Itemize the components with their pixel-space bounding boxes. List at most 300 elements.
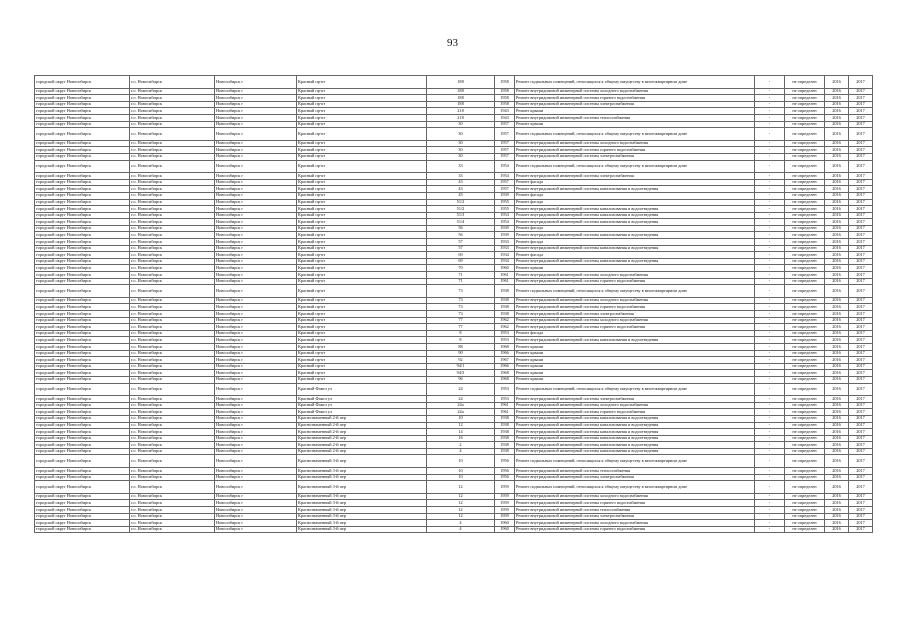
end-year-cell: 2017	[849, 114, 873, 121]
table-row	[35, 160, 873, 173]
end-year-cell: 2017	[849, 95, 873, 102]
dash-cell: -	[755, 252, 785, 259]
status-cell: не определен	[785, 343, 825, 350]
year-built-cell: 1960	[495, 526, 515, 533]
municipality-cell: городской округ Новосибирск	[35, 409, 130, 416]
house-number-cell: 12	[427, 493, 495, 500]
year-built-cell: 1959	[495, 500, 515, 507]
district-cell: г.о. Новосибирск	[130, 252, 215, 259]
start-year-cell: 2016	[825, 108, 849, 115]
year-built-cell: 1938	[495, 304, 515, 311]
table-row	[35, 199, 873, 206]
year-built-cell: 1938	[495, 415, 515, 422]
municipality-cell: городской округ Новосибирск	[35, 108, 130, 115]
start-year-cell: 2016	[825, 507, 849, 514]
locality-cell: Новосибирск г	[215, 396, 297, 403]
locality-cell: Новосибирск г	[215, 507, 297, 514]
street-cell: Красный пр-кт	[297, 186, 427, 193]
house-number-cell: 51/4	[427, 219, 495, 226]
municipality-cell: городской округ Новосибирск	[35, 442, 130, 449]
house-number-cell: 88	[427, 343, 495, 350]
status-cell: не определен	[785, 409, 825, 416]
street-cell: Красный пр-кт	[297, 108, 427, 115]
table-row	[35, 448, 873, 455]
start-year-cell: 2016	[825, 128, 849, 141]
status-cell: не определен	[785, 186, 825, 193]
municipality-cell: городской округ Новосибирск	[35, 455, 130, 468]
work-type-cell: Ремонт внутридомовой инженерной системы холодного водоснабжения	[515, 140, 755, 147]
start-year-cell: 2016	[825, 225, 849, 232]
locality-cell: Новосибирск г	[215, 513, 297, 520]
district-cell: г.о. Новосибирск	[130, 265, 215, 272]
end-year-cell: 2017	[849, 128, 873, 141]
street-cell: Красный пр-кт	[297, 192, 427, 199]
work-type-cell: Ремонт подвальных помещений, относящихся к общему имуществу в многоквартирном доме	[515, 285, 755, 298]
locality-cell: Новосибирск г	[215, 493, 297, 500]
table-row	[35, 192, 873, 199]
locality-cell: Новосибирск г	[215, 101, 297, 108]
house-number-cell: 10	[427, 455, 495, 468]
municipality-cell: городской округ Новосибирск	[35, 357, 130, 364]
municipality-cell: городской округ Новосибирск	[35, 337, 130, 344]
work-type-cell: Ремонт внутридомовой инженерной системы канализования и водоотведения	[515, 212, 755, 219]
municipality-cell: городской округ Новосибирск	[35, 252, 130, 259]
dash-cell: -	[755, 160, 785, 173]
work-type-cell: Ремонт внутридомовой инженерной системы электроснабжения	[515, 153, 755, 160]
table-row	[35, 304, 873, 311]
start-year-cell: 2016	[825, 526, 849, 533]
house-number-cell: 96	[427, 376, 495, 383]
table-row	[35, 324, 873, 331]
start-year-cell: 2016	[825, 199, 849, 206]
street-cell: Красный пр-кт	[297, 258, 427, 265]
end-year-cell: 2017	[849, 383, 873, 396]
end-year-cell: 2017	[849, 500, 873, 507]
municipality-cell: городской округ Новосибирск	[35, 481, 130, 494]
district-cell: г.о. Новосибирск	[130, 285, 215, 298]
end-year-cell: 2017	[849, 186, 873, 193]
street-cell: Красный пр-кт	[297, 343, 427, 350]
dash-cell: -	[755, 311, 785, 318]
year-built-cell: 1961	[495, 272, 515, 279]
start-year-cell: 2016	[825, 422, 849, 429]
street-cell: Красный пр-кт	[297, 199, 427, 206]
year-built-cell: 1943	[495, 114, 515, 121]
district-cell: г.о. Новосибирск	[130, 376, 215, 383]
status-cell: не определен	[785, 121, 825, 128]
status-cell: не определен	[785, 513, 825, 520]
district-cell: г.о. Новосибирск	[130, 468, 215, 475]
district-cell: г.о. Новосибирск	[130, 76, 215, 89]
locality-cell: Новосибирск г	[215, 481, 297, 494]
dash-cell: -	[755, 468, 785, 475]
dash-cell: -	[755, 179, 785, 186]
status-cell: не определен	[785, 160, 825, 173]
year-built-cell: 1938	[495, 311, 515, 318]
locality-cell: Новосибирск г	[215, 88, 297, 95]
municipality-cell: городской округ Новосибирск	[35, 370, 130, 377]
end-year-cell: 2017	[849, 442, 873, 449]
work-type-cell: Ремонт фасада	[515, 239, 755, 246]
district-cell: г.о. Новосибирск	[130, 114, 215, 121]
locality-cell: Новосибирск г	[215, 272, 297, 279]
year-built-cell: 1968	[495, 376, 515, 383]
district-cell: г.о. Новосибирск	[130, 442, 215, 449]
table-row	[35, 350, 873, 357]
municipality-cell: городской округ Новосибирск	[35, 297, 130, 304]
year-built-cell: 1943	[495, 108, 515, 115]
locality-cell: Новосибирск г	[215, 147, 297, 154]
table-row	[35, 468, 873, 475]
end-year-cell: 2017	[849, 140, 873, 147]
street-cell: Красный пр-кт	[297, 179, 427, 186]
year-built-cell: 1938	[495, 285, 515, 298]
dash-cell: -	[755, 363, 785, 370]
municipality-cell: городской округ Новосибирск	[35, 179, 130, 186]
district-cell: г.о. Новосибирск	[130, 481, 215, 494]
table-row	[35, 481, 873, 494]
house-number-cell: 188	[427, 95, 495, 102]
work-type-cell: Ремонт подвальных помещений, относящихся к общему имуществу в многоквартирном доме	[515, 455, 755, 468]
municipality-cell: городской округ Новосибирск	[35, 383, 130, 396]
house-number-cell: 8	[427, 337, 495, 344]
work-type-cell: Ремонт крыши	[515, 121, 755, 128]
status-cell: не определен	[785, 402, 825, 409]
street-cell: Красный пр-кт	[297, 265, 427, 272]
municipality-cell: городской округ Новосибирск	[35, 304, 130, 311]
house-number-cell: 30	[427, 128, 495, 141]
year-built-cell: 1938	[495, 429, 515, 436]
district-cell: г.о. Новосибирск	[130, 429, 215, 436]
district-cell: г.о. Новосибирск	[130, 415, 215, 422]
locality-cell: Новосибирск г	[215, 179, 297, 186]
start-year-cell: 2016	[825, 442, 849, 449]
start-year-cell: 2016	[825, 455, 849, 468]
house-number-cell: 24	[427, 396, 495, 403]
start-year-cell: 2016	[825, 448, 849, 455]
municipality-cell: городской округ Новосибирск	[35, 140, 130, 147]
locality-cell: Новосибирск г	[215, 324, 297, 331]
house-number-cell: 56	[427, 232, 495, 239]
end-year-cell: 2017	[849, 409, 873, 416]
house-number-cell: 4	[427, 526, 495, 533]
status-cell: не определен	[785, 192, 825, 199]
year-built-cell: 1955	[495, 199, 515, 206]
street-cell: Краснознаменный 3-й пер	[297, 455, 427, 468]
table-row	[35, 402, 873, 409]
status-cell: не определен	[785, 153, 825, 160]
status-cell: не определен	[785, 330, 825, 337]
status-cell: не определен	[785, 278, 825, 285]
dash-cell: -	[755, 232, 785, 239]
table-row	[35, 128, 873, 141]
status-cell: не определен	[785, 232, 825, 239]
municipality-cell: городской округ Новосибирск	[35, 225, 130, 232]
status-cell: не определен	[785, 101, 825, 108]
table-row	[35, 272, 873, 279]
status-cell: не определен	[785, 108, 825, 115]
end-year-cell: 2017	[849, 258, 873, 265]
work-type-cell: Ремонт внутридомовой инженерной системы горячего водоснабжения	[515, 304, 755, 311]
status-cell: не определен	[785, 435, 825, 442]
start-year-cell: 2016	[825, 245, 849, 252]
table-row	[35, 285, 873, 298]
start-year-cell: 2016	[825, 186, 849, 193]
municipality-cell: городской округ Новосибирск	[35, 311, 130, 318]
status-cell: не определен	[785, 337, 825, 344]
year-built-cell: 1968	[495, 343, 515, 350]
dash-cell: -	[755, 239, 785, 246]
status-cell: не определен	[785, 474, 825, 481]
work-type-cell: Ремонт внутридомовой инженерной системы канализования и водоотведения	[515, 186, 755, 193]
status-cell: не определен	[785, 225, 825, 232]
district-cell: г.о. Новосибирск	[130, 239, 215, 246]
dash-cell: -	[755, 219, 785, 226]
house-number-cell: 57	[427, 245, 495, 252]
end-year-cell: 2017	[849, 507, 873, 514]
house-number-cell: 51/2	[427, 199, 495, 206]
house-number-cell: 12	[427, 507, 495, 514]
status-cell: не определен	[785, 88, 825, 95]
dash-cell: -	[755, 330, 785, 337]
status-cell: не определен	[785, 500, 825, 507]
work-type-cell: Ремонт внутридомовой инженерной системы канализования и водоотведения	[515, 258, 755, 265]
locality-cell: Новосибирск г	[215, 192, 297, 199]
end-year-cell: 2017	[849, 252, 873, 259]
street-cell: Красный пр-кт	[297, 88, 427, 95]
end-year-cell: 2017	[849, 317, 873, 324]
status-cell: не определен	[785, 219, 825, 226]
street-cell: Краснознаменный 2-й пер	[297, 429, 427, 436]
end-year-cell: 2017	[849, 376, 873, 383]
district-cell: г.о. Новосибирск	[130, 357, 215, 364]
work-type-cell: Ремонт внутридомовой инженерной системы горячего водоснабжения	[515, 95, 755, 102]
work-type-cell: Ремонт фасада	[515, 252, 755, 259]
year-built-cell: 1954	[495, 160, 515, 173]
work-type-cell: Ремонт крыши	[515, 265, 755, 272]
end-year-cell: 2017	[849, 245, 873, 252]
end-year-cell: 2017	[849, 357, 873, 364]
street-cell: Краснознаменный 2-й пер	[297, 422, 427, 429]
end-year-cell: 2017	[849, 481, 873, 494]
locality-cell: Новосибирск г	[215, 409, 297, 416]
status-cell: не определен	[785, 114, 825, 121]
dash-cell: -	[755, 206, 785, 213]
table-row	[35, 422, 873, 429]
work-type-cell: Ремонт подвальных помещений, относящихся к общему имуществу в многоквартирном доме	[515, 481, 755, 494]
dash-cell: -	[755, 186, 785, 193]
district-cell: г.о. Новосибирск	[130, 337, 215, 344]
municipality-cell: городской округ Новосибирск	[35, 285, 130, 298]
house-number-cell: 90	[427, 350, 495, 357]
start-year-cell: 2016	[825, 114, 849, 121]
municipality-cell: городской округ Новосибирск	[35, 415, 130, 422]
locality-cell: Новосибирск г	[215, 252, 297, 259]
end-year-cell: 2017	[849, 76, 873, 89]
work-type-cell: Ремонт крыши	[515, 370, 755, 377]
locality-cell: Новосибирск г	[215, 186, 297, 193]
start-year-cell: 2016	[825, 297, 849, 304]
house-number-cell: 218	[427, 108, 495, 115]
status-cell: не определен	[785, 415, 825, 422]
status-cell: не определен	[785, 363, 825, 370]
end-year-cell: 2017	[849, 192, 873, 199]
district-cell: г.о. Новосибирск	[130, 232, 215, 239]
district-cell: г.о. Новосибирск	[130, 278, 215, 285]
street-cell: Красный пр-кт	[297, 206, 427, 213]
year-built-cell: 1939	[495, 225, 515, 232]
locality-cell: Новосибирск г	[215, 376, 297, 383]
start-year-cell: 2016	[825, 311, 849, 318]
table-row	[35, 140, 873, 147]
street-cell: Красный пр-кт	[297, 225, 427, 232]
status-cell: не определен	[785, 493, 825, 500]
work-type-cell: Ремонт крыши	[515, 357, 755, 364]
street-cell: Красный Факел ул	[297, 409, 427, 416]
status-cell: не определен	[785, 422, 825, 429]
status-cell: не определен	[785, 199, 825, 206]
street-cell: Красный пр-кт	[297, 297, 427, 304]
dash-cell: -	[755, 153, 785, 160]
street-cell: Красный пр-кт	[297, 285, 427, 298]
year-built-cell: 1933	[495, 239, 515, 246]
start-year-cell: 2016	[825, 95, 849, 102]
table-row	[35, 357, 873, 364]
work-type-cell: Ремонт внутридомовой инженерной системы горячего водоснабжения	[515, 526, 755, 533]
municipality-cell: городской округ Новосибирск	[35, 474, 130, 481]
year-built-cell: 1934	[495, 258, 515, 265]
municipality-cell: городской округ Новосибирск	[35, 258, 130, 265]
status-cell: не определен	[785, 258, 825, 265]
start-year-cell: 2016	[825, 317, 849, 324]
status-cell: не определен	[785, 173, 825, 180]
locality-cell: Новосибирск г	[215, 383, 297, 396]
locality-cell: Новосибирск г	[215, 278, 297, 285]
dash-cell: -	[755, 258, 785, 265]
repair-schedule-table	[34, 75, 873, 533]
house-number-cell: 8	[427, 330, 495, 337]
house-number-cell: 73	[427, 297, 495, 304]
end-year-cell: 2017	[849, 330, 873, 337]
table-row	[35, 265, 873, 272]
status-cell: не определен	[785, 526, 825, 533]
house-number-cell: 4	[427, 520, 495, 527]
work-type-cell: Ремонт внутридомовой инженерной системы канализования и водоотведения	[515, 422, 755, 429]
district-cell: г.о. Новосибирск	[130, 422, 215, 429]
work-type-cell: Ремонт крыши	[515, 350, 755, 357]
work-type-cell: Ремонт фасада	[515, 179, 755, 186]
start-year-cell: 2016	[825, 520, 849, 527]
status-cell: не определен	[785, 468, 825, 475]
status-cell: не определен	[785, 317, 825, 324]
municipality-cell: городской округ Новосибирск	[35, 317, 130, 324]
end-year-cell: 2017	[849, 88, 873, 95]
status-cell: не определен	[785, 324, 825, 331]
start-year-cell: 2016	[825, 160, 849, 173]
year-built-cell: 1956	[495, 468, 515, 475]
locality-cell: Новосибирск г	[215, 526, 297, 533]
district-cell: г.о. Новосибирск	[130, 526, 215, 533]
status-cell: не определен	[785, 128, 825, 141]
municipality-cell: городской округ Новосибирск	[35, 212, 130, 219]
street-cell: Красный пр-кт	[297, 101, 427, 108]
municipality-cell: городской округ Новосибирск	[35, 245, 130, 252]
street-cell: Красный пр-кт	[297, 76, 427, 89]
street-cell: Красный пр-кт	[297, 330, 427, 337]
table-row	[35, 337, 873, 344]
status-cell: не определен	[785, 95, 825, 102]
table-row	[35, 219, 873, 226]
end-year-cell: 2017	[849, 493, 873, 500]
municipality-cell: городской округ Новосибирск	[35, 396, 130, 403]
house-number-cell: 16	[427, 435, 495, 442]
house-number-cell: 73	[427, 304, 495, 311]
work-type-cell: Ремонт внутридомовой инженерной системы электроснабжения	[515, 513, 755, 520]
locality-cell: Новосибирск г	[215, 108, 297, 115]
street-cell: Краснознаменный 3-й пер	[297, 493, 427, 500]
end-year-cell: 2017	[849, 272, 873, 279]
locality-cell: Новосибирск г	[215, 76, 297, 89]
year-built-cell: 1957	[495, 121, 515, 128]
end-year-cell: 2017	[849, 520, 873, 527]
house-number-cell: 73	[427, 311, 495, 318]
table-row	[35, 108, 873, 115]
district-cell: г.о. Новосибирск	[130, 500, 215, 507]
year-built-cell: 1939	[495, 232, 515, 239]
dash-cell: -	[755, 297, 785, 304]
work-type-cell: Ремонт крыши	[515, 343, 755, 350]
municipality-cell: городской округ Новосибирск	[35, 239, 130, 246]
work-type-cell: Ремонт внутридомовой инженерной системы горячего водоснабжения	[515, 147, 755, 154]
dash-cell: -	[755, 435, 785, 442]
table-row	[35, 114, 873, 121]
work-type-cell: Ремонт внутридомовой инженерной системы холодного водоснабжения	[515, 402, 755, 409]
district-cell: г.о. Новосибирск	[130, 317, 215, 324]
year-built-cell: 1957	[495, 140, 515, 147]
year-built-cell: 1968	[495, 370, 515, 377]
start-year-cell: 2016	[825, 481, 849, 494]
year-built-cell: 1957	[495, 153, 515, 160]
start-year-cell: 2016	[825, 376, 849, 383]
house-number-cell: 10	[427, 474, 495, 481]
street-cell: Красный пр-кт	[297, 337, 427, 344]
work-type-cell: Ремонт внутридомовой инженерной системы канализования и водоотведения	[515, 429, 755, 436]
table-row	[35, 252, 873, 259]
municipality-cell: городской округ Новосибирск	[35, 192, 130, 199]
street-cell: Краснознаменный 3-й пер	[297, 481, 427, 494]
district-cell: г.о. Новосибирск	[130, 297, 215, 304]
locality-cell: Новосибирск г	[215, 206, 297, 213]
district-cell: г.о. Новосибирск	[130, 206, 215, 213]
end-year-cell: 2017	[849, 343, 873, 350]
house-number-cell: 71	[427, 272, 495, 279]
locality-cell: Новосибирск г	[215, 455, 297, 468]
end-year-cell: 2017	[849, 429, 873, 436]
table-row	[35, 370, 873, 377]
year-built-cell: 1958	[495, 76, 515, 89]
table-row	[35, 409, 873, 416]
start-year-cell: 2016	[825, 363, 849, 370]
table-row	[35, 95, 873, 102]
end-year-cell: 2017	[849, 513, 873, 520]
year-built-cell: 1957	[495, 147, 515, 154]
district-cell: г.о. Новосибирск	[130, 160, 215, 173]
work-type-cell: Ремонт фасада	[515, 192, 755, 199]
table-row	[35, 415, 873, 422]
year-built-cell: 1953	[495, 330, 515, 337]
dash-cell: -	[755, 140, 785, 147]
year-built-cell: 1938	[495, 297, 515, 304]
